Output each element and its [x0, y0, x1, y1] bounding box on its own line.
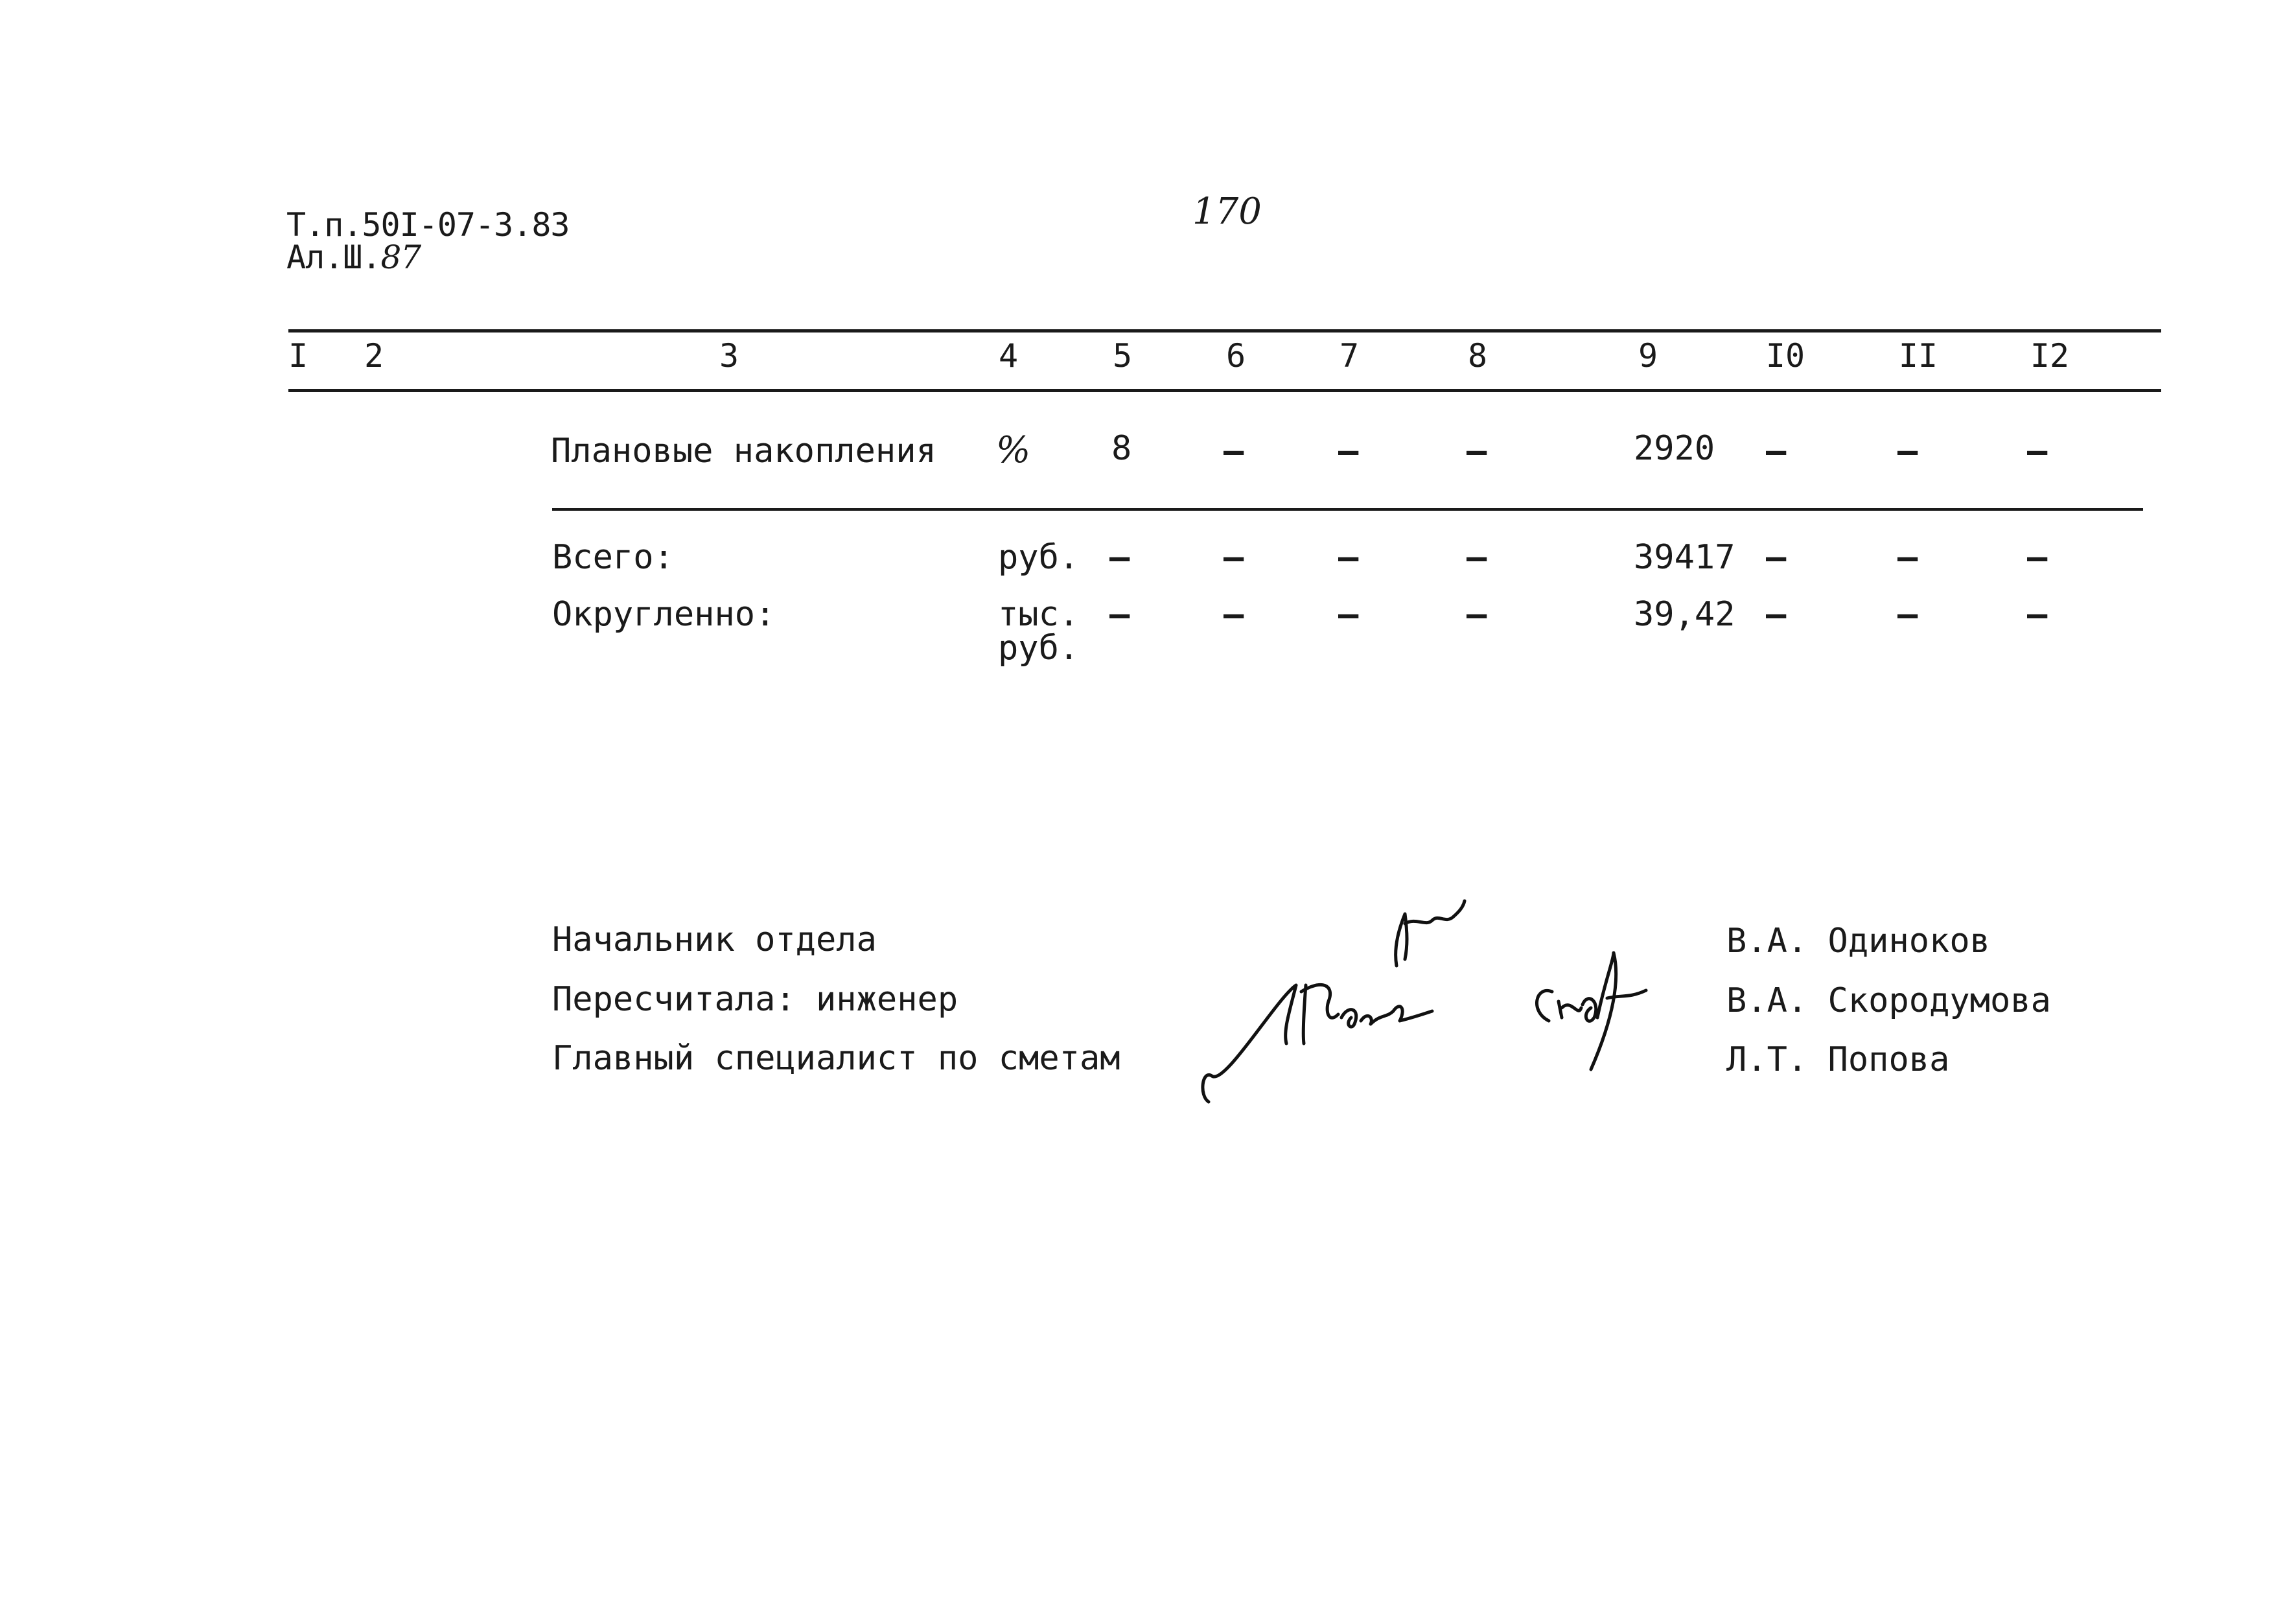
cell-col9: 39417 — [1634, 538, 1735, 577]
cell-col5: – — [1109, 595, 1130, 634]
cell-col10: – — [1766, 595, 1787, 634]
cell-col11: – — [1897, 432, 1918, 471]
album-sheet-number: 87 — [380, 239, 421, 276]
row-name: Округленно: — [552, 595, 776, 634]
column-header: 6 — [1225, 337, 1246, 375]
column-header: 5 — [1112, 337, 1133, 375]
row-unit: % — [996, 429, 1031, 471]
row-name: Всего: — [552, 538, 674, 577]
column-header: 4 — [998, 337, 1019, 375]
row-unit-line2: руб. — [998, 629, 1080, 668]
handwritten-signatures — [1199, 888, 1685, 1128]
signatory-name: В.А. Одиноков — [1726, 922, 1990, 961]
signature-role: Пересчитала: инженер — [552, 980, 958, 1019]
column-header: 3 — [719, 337, 739, 375]
signature-role: Начальник отдела — [552, 920, 877, 959]
cell-col8: – — [1467, 432, 1487, 471]
page-number: 170 — [1192, 191, 1262, 233]
cell-col12: – — [2027, 432, 2048, 471]
cell-col12: – — [2027, 595, 2048, 634]
row-unit: руб. — [998, 538, 1080, 577]
column-header: 9 — [1638, 337, 1658, 375]
table-top-rule — [288, 329, 2161, 332]
cell-col11: – — [1897, 538, 1918, 577]
signature-scribble — [1396, 901, 1465, 966]
signature-scribble — [1536, 953, 1646, 1069]
row-name: Плановые накопления — [551, 432, 936, 471]
cell-col10: – — [1766, 538, 1787, 577]
document-reference: Т.п.50I-07-3.83 — [286, 206, 570, 244]
row-unit-line1: тыс. — [998, 595, 1080, 634]
cell-col10: – — [1766, 432, 1787, 471]
signature-role: Главный специалист по сметам — [552, 1039, 1120, 1078]
cell-col7: – — [1338, 538, 1359, 577]
cell-col8: – — [1467, 538, 1487, 577]
signatory-name: В.А. Скородумова — [1726, 981, 2051, 1020]
cell-col9: 2920 — [1634, 429, 1715, 468]
column-header: 8 — [1467, 337, 1488, 375]
column-header: I0 — [1765, 337, 1805, 375]
subtotal-rule — [552, 508, 2143, 511]
cell-col8: – — [1467, 595, 1487, 634]
cell-col7: – — [1338, 432, 1359, 471]
cell-col6: – — [1223, 538, 1244, 577]
cell-col11: – — [1897, 595, 1918, 634]
signature-scribble — [1203, 985, 1432, 1102]
table-header-bottom-rule — [288, 389, 2161, 392]
column-header: I — [288, 337, 308, 375]
cell-col6: – — [1223, 432, 1244, 471]
column-header: 2 — [364, 337, 384, 375]
cell-col6: – — [1223, 595, 1244, 634]
album-reference — [286, 239, 421, 276]
cell-col5: – — [1109, 538, 1130, 577]
cell-col9: 39,42 — [1634, 595, 1735, 634]
cell-col7: – — [1338, 595, 1359, 634]
column-header: I2 — [2030, 337, 2070, 375]
cell-col12: – — [2027, 538, 2048, 577]
cell-col5: 8 — [1111, 429, 1132, 468]
album-label: Ал.Ш. — [286, 239, 381, 276]
signatory-name: Л.Т. Попова — [1726, 1040, 1950, 1079]
column-header: II — [1898, 337, 1938, 375]
column-header: 7 — [1339, 337, 1360, 375]
